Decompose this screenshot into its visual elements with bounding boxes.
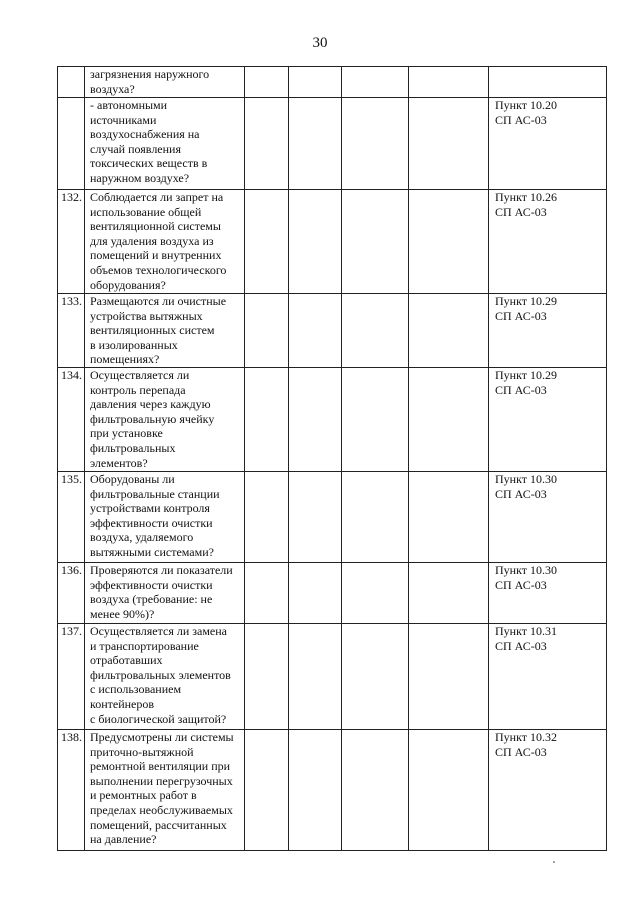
reference-document: СП АС-03: [495, 112, 547, 127]
reference-cell: [489, 563, 607, 624]
table-row: [58, 67, 607, 98]
reference-cell: [489, 294, 607, 368]
answer-cell: [245, 98, 289, 190]
reference-cell: [489, 98, 607, 190]
question-text: Осуществляется ли замена и транспортирование отработавших фильтровальных элементов с использованием контейнеров с биологической защитой?: [85, 624, 245, 730]
answer-cell: [409, 563, 489, 624]
item-number: 138.: [58, 730, 85, 851]
question-text: Осуществляется ли контроль перепада давления через каждую фильтровальную ячейку при установке фильтровальных элементов?: [85, 368, 245, 472]
reference-clause: Пункт 10.20: [495, 98, 558, 112]
table-row: [58, 472, 607, 563]
answer-cell: [245, 368, 289, 472]
answer-cell: [342, 730, 409, 851]
answer-cell: [289, 624, 342, 730]
answer-cell: [342, 472, 409, 563]
question-text: Размещаются ли очистные устройства вытяжных вентиляционных систем в изолированных помещениях?: [85, 294, 245, 368]
reference-document: СП АС-03: [495, 744, 547, 759]
answer-cell: [342, 98, 409, 190]
item-number: [58, 98, 85, 190]
answer-cell: [245, 294, 289, 368]
reference-document: СП АС-03: [495, 577, 547, 592]
answer-cell: [342, 368, 409, 472]
answer-cell: [289, 368, 342, 472]
reference-clause: Пункт 10.32: [495, 730, 558, 744]
reference-document: СП АС-03: [495, 308, 547, 323]
answer-cell: [289, 67, 342, 98]
answer-cell: [289, 294, 342, 368]
reference-document: СП АС-03: [495, 204, 547, 219]
table-row: [58, 563, 607, 624]
table-row: [58, 368, 607, 472]
answer-cell: [245, 67, 289, 98]
reference-clause: Пункт 10.26: [495, 190, 558, 204]
reference-clause: Пункт 10.30: [495, 472, 558, 486]
table-row: [58, 730, 607, 851]
answer-cell: [342, 624, 409, 730]
question-text: Оборудованы ли фильтровальные станции устройствами контроля эффективности очистки воздуха, удаляемого вытяжными системами?: [85, 472, 245, 563]
reference-cell: [489, 368, 607, 472]
answer-cell: [289, 472, 342, 563]
answer-cell: [245, 563, 289, 624]
answer-cell: [245, 472, 289, 563]
answer-cell: [342, 563, 409, 624]
answer-cell: [289, 190, 342, 294]
item-number: 132.: [58, 190, 85, 294]
item-number: 133.: [58, 294, 85, 368]
item-number: [58, 67, 85, 98]
table-row: [58, 294, 607, 368]
question-text: Проверяются ли показатели эффективности очистки воздуха (требование: не менее 90%)?: [85, 563, 245, 624]
reference-cell: [489, 472, 607, 563]
answer-cell: [409, 67, 489, 98]
reference-clause: Пункт 10.29: [495, 368, 558, 382]
answer-cell: [342, 67, 409, 98]
reference-document: СП АС-03: [495, 638, 547, 653]
reference-clause: Пункт 10.29: [495, 294, 558, 308]
scan-speck: [553, 861, 555, 863]
reference-cell: [489, 624, 607, 730]
answer-cell: [245, 624, 289, 730]
answer-cell: [409, 730, 489, 851]
reference-clause: Пункт 10.30: [495, 563, 558, 577]
reference-document: СП АС-03: [495, 486, 547, 501]
answer-cell: [409, 624, 489, 730]
question-text: загрязнения наружного воздуха?: [85, 67, 245, 98]
reference-cell: [489, 67, 607, 98]
reference-cell: [489, 190, 607, 294]
table-row: [58, 190, 607, 294]
page-number: 30: [312, 35, 328, 51]
question-text: Соблюдается ли запрет на использование общей вентиляционной системы для удаления воздуха из помещений и внутренних объемов технологического оборудования?: [85, 190, 245, 294]
checklist-table: [57, 66, 607, 851]
table-body: [58, 67, 607, 851]
answer-cell: [409, 368, 489, 472]
item-number: 134.: [58, 368, 85, 472]
answer-cell: [409, 472, 489, 563]
reference-cell: [489, 730, 607, 851]
item-number: 135.: [58, 472, 85, 563]
item-number: 137.: [58, 624, 85, 730]
answer-cell: [409, 98, 489, 190]
table-row: [58, 624, 607, 730]
answer-cell: [409, 294, 489, 368]
answer-cell: [289, 563, 342, 624]
answer-cell: [289, 730, 342, 851]
table-row: [58, 98, 607, 190]
answer-cell: [245, 730, 289, 851]
reference-clause: Пункт 10.31: [495, 624, 558, 638]
answer-cell: [342, 190, 409, 294]
question-text: - автономными источниками воздухоснабжения на случай появления токсических веществ в наружном воздухе?: [85, 98, 245, 190]
item-number: 136.: [58, 563, 85, 624]
answer-cell: [409, 190, 489, 294]
answer-cell: [289, 98, 342, 190]
answer-cell: [342, 294, 409, 368]
reference-document: СП АС-03: [495, 382, 547, 397]
question-text: Предусмотрены ли системы приточно-вытяжной ремонтной вентиляции при выполнении перегрузочных и ремонтных работ в пределах необслуживаемых помещений, рассчитанных на давление?: [85, 730, 245, 851]
answer-cell: [245, 190, 289, 294]
